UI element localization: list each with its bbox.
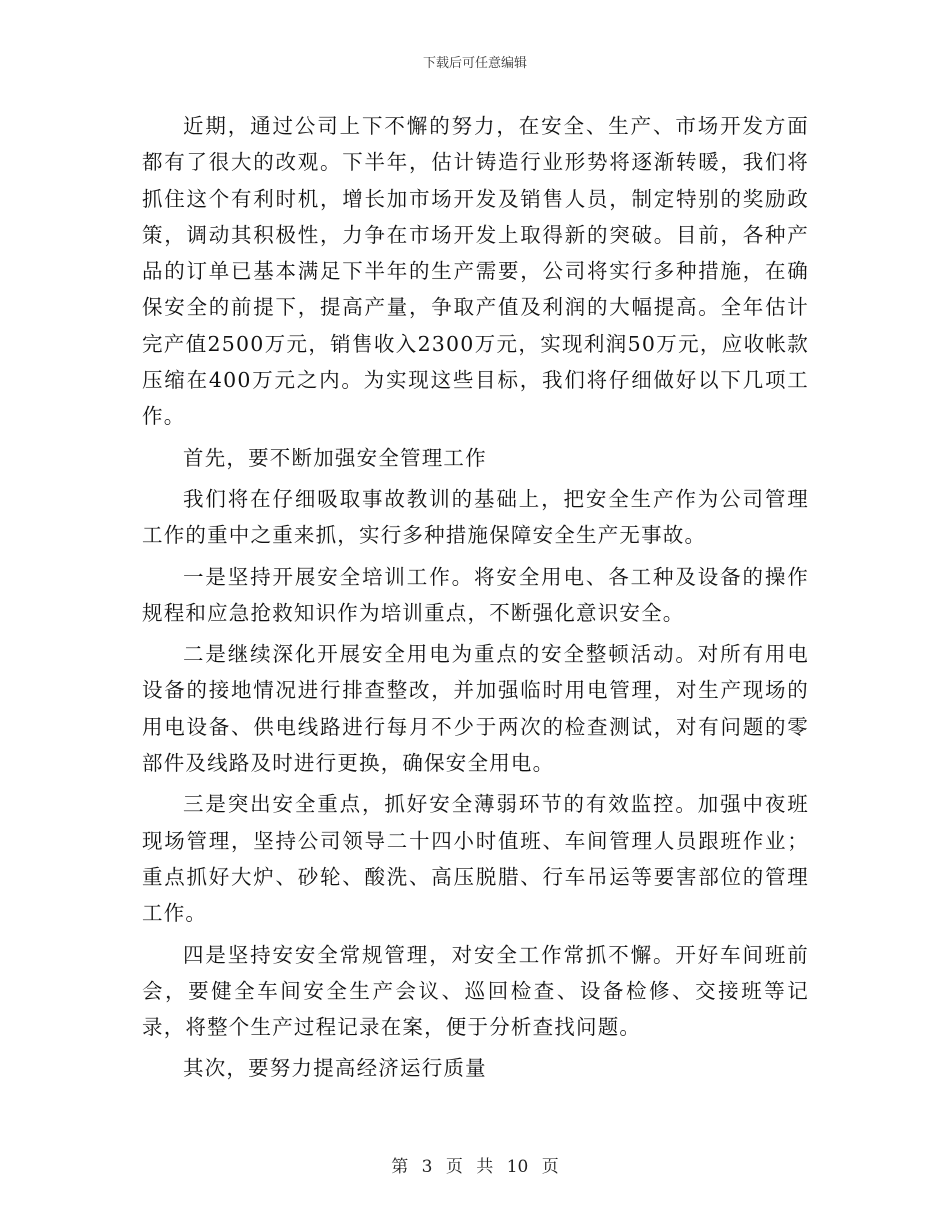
page-header: 下载后可任意编辑: [422, 56, 527, 71]
page-footer: [0, 1152, 950, 1177]
document-body: [142, 108, 809, 1092]
footer-current-page: 3: [421, 1157, 433, 1177]
footer-total-word: 共: [476, 1157, 494, 1177]
footer-total-pages: 10: [506, 1157, 529, 1177]
paragraph-routine-management: 四是坚持安安全常规管理，对安全工作常抓不懈。开好车间班前会，要健全车间安全生产会议、巡回检查、设备检修、交接班等记录，将整个生产过程记录在案，便于分析查找问题。: [142, 942, 809, 1040]
footer-suffix: 页: [541, 1157, 559, 1177]
paragraph-intro: 近期，通过公司上下不懈的努力，在安全、生产、市场开发方面都有了很大的改观。下半年，估计铸造行业形势将逐渐转暖，我们将抓住这个有利时机，增长加市场开发及销售人员，制定特别的奖励政策，调动其积极性，力争在市场开发上取得新的突破。目前，各种产品的订单已基本满足下半年的生产需要，公司将实行多种措施，在确保安全的前提下，提高产量，争取产值及利润的大幅提高。全年估计完产值2500万元，销售收入2300万元，实现利润50万元，应收帐款压缩在400万元之内。为实现这些目标，我们将仔细做好以下几项工作。: [142, 114, 809, 429]
footer-prefix: 第: [391, 1157, 409, 1177]
section-heading-safety: 首先，要不断加强安全管理工作: [183, 445, 487, 470]
footer-page-word: 页: [445, 1157, 463, 1177]
paragraph-key-monitoring: 三是突出安全重点，抓好安全薄弱环节的有效监控。加强中夜班现场管理，坚持公司领导二十四小时值班、车间管理人员跟班作业；重点抓好大炉、砂轮、酸洗、高压脱腊、行车吊运等要害部位的管理工作。: [142, 792, 809, 926]
paragraph-safety-training: 一是坚持开展安全培训工作。将安全用电、各工种及设备的操作规程和应急抢救知识作为培训重点，不断强化意识安全。: [142, 564, 809, 625]
paragraph-safety-overview: 我们将在仔细吸取事故教训的基础上，把安全生产作为公司管理工作的重中之重来抓，实行多种措施保障安全生产无事故。: [142, 486, 809, 548]
section-heading-economy: 其次，要努力提高经济运行质量: [183, 1056, 487, 1081]
paragraph-electrical-safety: 二是继续深化开展安全用电为重点的安全整顿活动。对所有用电设备的接地情况进行排查整改，并加强临时用电管理，对生产现场的用电设备、供电线路进行每月不少于两次的检查测试，对有问题的零部件及线路及时进行更换，确保安全用电。: [142, 642, 809, 776]
